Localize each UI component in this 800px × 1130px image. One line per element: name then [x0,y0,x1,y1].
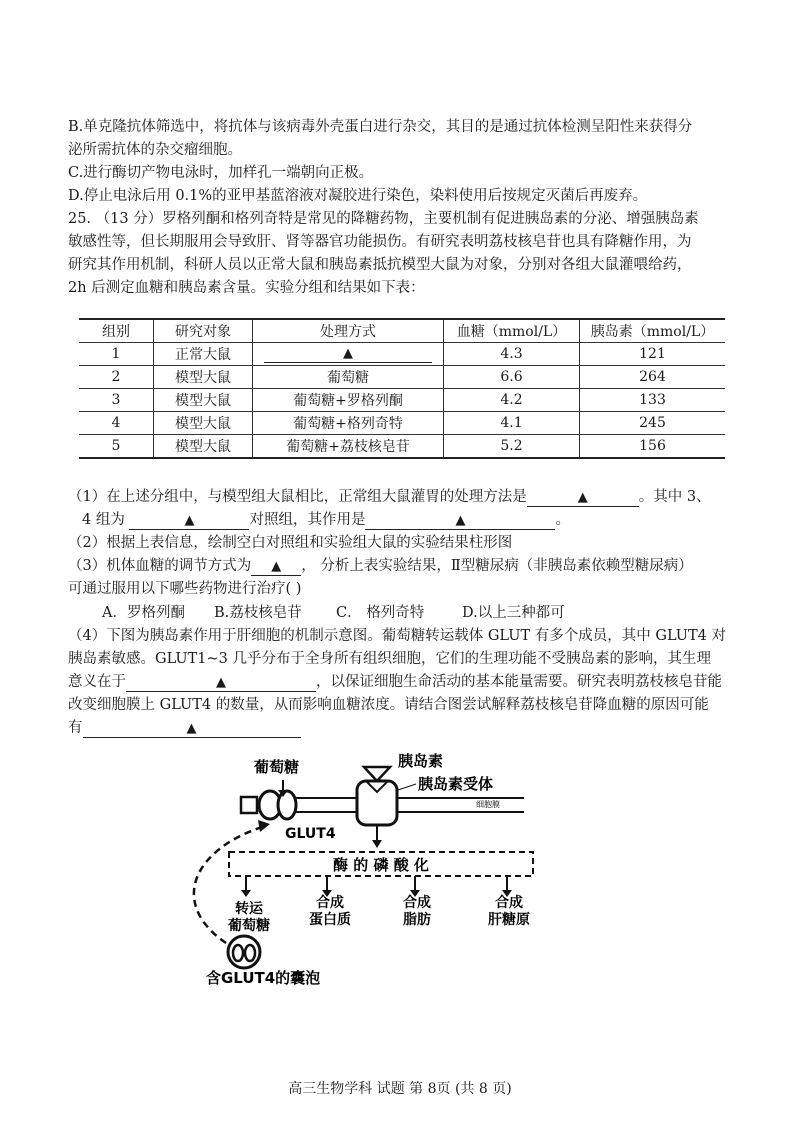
vesicle-transport-arrow-head [258,820,270,832]
q1-text-e: 。 [555,512,570,528]
group-cell: 1 [79,343,154,366]
q4-text-d: ，以保证细胞生命活动的基本能量需要。研究表明荔枝核皂苷能 [316,674,722,690]
insulin-cell: 264 [580,366,726,389]
outcome-transport-line2: 葡萄糖 [228,918,270,934]
q3-text-a: （3）机体血糖的调节方式为 [68,558,252,574]
insulin-label: 胰岛素 [398,752,444,770]
insulin-cell: 156 [580,435,726,459]
table-header: 血糖（mmol/L） [444,319,580,343]
receptor-arrow-head [372,840,382,848]
group-cell: 4 [79,412,154,435]
q4-text-c: 意义在于 [68,674,126,690]
glucose-cell: 6.6 [444,366,580,389]
outcome-fat-line2: 脂肪 [403,912,431,928]
insulin-cell: 121 [580,343,726,366]
q1-text-a: （1）在上述分组中，与模型组大鼠相比，正常组大鼠灌胃的处理方法是 [68,489,527,505]
treatment-cell: 葡萄糖 [253,366,444,389]
receptor-label: 胰岛素受体 [418,775,494,793]
subject-cell: 正常大鼠 [154,343,253,366]
q1-blank-3[interactable]: ▲ [365,512,555,530]
glucose-label: 葡萄糖 [254,758,300,776]
glucose-molecule [241,797,257,813]
q4-blank-2[interactable]: ▲ [83,720,301,738]
treatment-blank: ▲ [264,345,432,363]
enzyme-label: 酶 的 磷 酸 化 [333,856,429,874]
q2-line: （2）根据上表信息，绘制空白对照组和实验组大鼠的实验结果柱形图 [68,535,513,551]
glut4-label: GLUT4 [285,826,336,842]
group-cell: 5 [79,435,154,459]
q4-line4: 改变细胞膜上 GLUT4 的数量，从而影响血糖浓度。请结合图尝试解释荔枝核皂苷降血糖的原因可能 [68,697,709,713]
q4-line1: （4）下图为胰岛素作用于肝细胞的机制示意图。葡萄糖转运载体 GLUT 有多个成员，其中 GLUT4 对 [68,628,727,644]
insulin-molecule [364,767,390,781]
receptor-pointer [398,784,416,790]
glucose-cell: 5.2 [444,435,580,459]
page-footer: 高三生物学科 试题 第 8页 (共 8 页) [288,1081,512,1097]
q1-text-b: 。其中 3、 [638,489,711,505]
glucose-cell: 4.2 [444,389,580,412]
treatment-cell: 葡萄糖+格列奇特 [253,412,444,435]
q3-line2: 可通过服用以下哪些药物进行治疗( ) [68,581,302,597]
q1-text-d: 对照组，其作用是 [249,512,366,528]
q25-stem-line4: 2h 后测定血糖和胰岛素含量。实验分组和结果如下表： [68,280,425,296]
table-header: 胰岛素（mmol/L） [580,319,726,343]
outcome-glycogen-line1: 合成 [495,895,523,911]
group-cell: 2 [79,366,154,389]
outcome-transport-line1: 转运 [235,901,263,917]
table-header: 研究对象 [154,319,253,343]
q1-blank-1[interactable]: ▲ [527,489,639,507]
insulin-cell: 133 [580,389,726,412]
subject-cell: 模型大鼠 [154,389,253,412]
glucose-cell: 4.1 [444,412,580,435]
outcome-protein-line2: 蛋白质 [309,912,351,928]
option-b: B.荔枝核皂苷 [214,605,302,621]
q4-line2: 胰岛素敏感。GLUT1~3 几乎分布于全身所有组织细胞，它们的生理功能不受胰岛素的影响，其生理 [68,651,712,667]
outcome-arrow-head [241,890,251,897]
table-header: 处理方式 [253,319,444,343]
option-c: C． 格列奇特 [336,605,425,621]
glucose-cell: 4.3 [444,343,580,366]
option-d: D.以上三种都可 [462,605,565,621]
q4-blank-1[interactable]: ▲ [126,674,316,692]
insulin-cell: 245 [580,412,726,435]
q1-text-c: 4 组为 [82,512,125,528]
subject-cell: 模型大鼠 [154,412,253,435]
treatment-cell: 葡萄糖+罗格列酮 [253,389,444,412]
option-d: D.停止电泳后用 0.1%的亚甲基蓝溶液对凝胶进行染色，染料使用后按规定灭菌后再废弃。 [68,188,648,204]
q25-stem-line3: 研究其作用机制，科研人员以正常大鼠和胰岛素抵抗模型大鼠为对象，分别对各组大鼠灌喂给药， [68,257,692,273]
membrane-label: 细胞膜 [476,800,500,809]
vesicle-label: 含GLUT4的囊泡 [206,969,321,987]
q3-blank[interactable]: ▲ [251,558,301,576]
option-b-line1: B.单克隆抗体筛选中，将抗体与该病毒外壳蛋白进行杂交，其目的是通过抗体检测呈阳性来获得分 [68,119,693,135]
outcome-fat-line1: 合成 [403,895,431,911]
option-c: C.进行酶切产物电泳时，加样孔一端朝向正极。 [68,165,374,181]
q25-stem-line1: 25. （13 分）罗格列酮和格列奇特是常见的降糖药物，主要机制有促进胰岛素的分泌、增强胰岛素 [68,211,699,227]
table-header: 组别 [79,319,154,343]
treatment-cell: 葡萄糖+荔枝核皂苷 [253,435,444,459]
outcome-protein-line1: 合成 [316,895,344,911]
insulin-receptor [357,781,397,825]
glut4-transporter-part [278,791,296,819]
subject-cell: 模型大鼠 [154,366,253,389]
outcome-glycogen-line2: 肝糖原 [488,912,530,928]
option-b-line2: 泌所需抗体的杂交瘤细胞。 [68,142,242,158]
q3-text-b: ， 分析上表实验结果，Ⅱ型糖尿病（非胰岛素依赖型糖尿病） [301,558,693,574]
q25-stem-line2: 敏感性等，但长期服用会导致肝、肾等器官功能损伤。有研究表明荔枝核皂苷也具有降糖作用，为 [68,234,692,250]
option-a: A．罗格列酮 [102,605,185,621]
group-cell: 3 [79,389,154,412]
vesicle-glut4 [245,945,255,961]
vesicle-glut4 [233,945,243,961]
q1-blank-2[interactable]: ▲ [129,512,249,530]
subject-cell: 模型大鼠 [154,435,253,459]
q4-text-f: 有 [68,720,83,736]
